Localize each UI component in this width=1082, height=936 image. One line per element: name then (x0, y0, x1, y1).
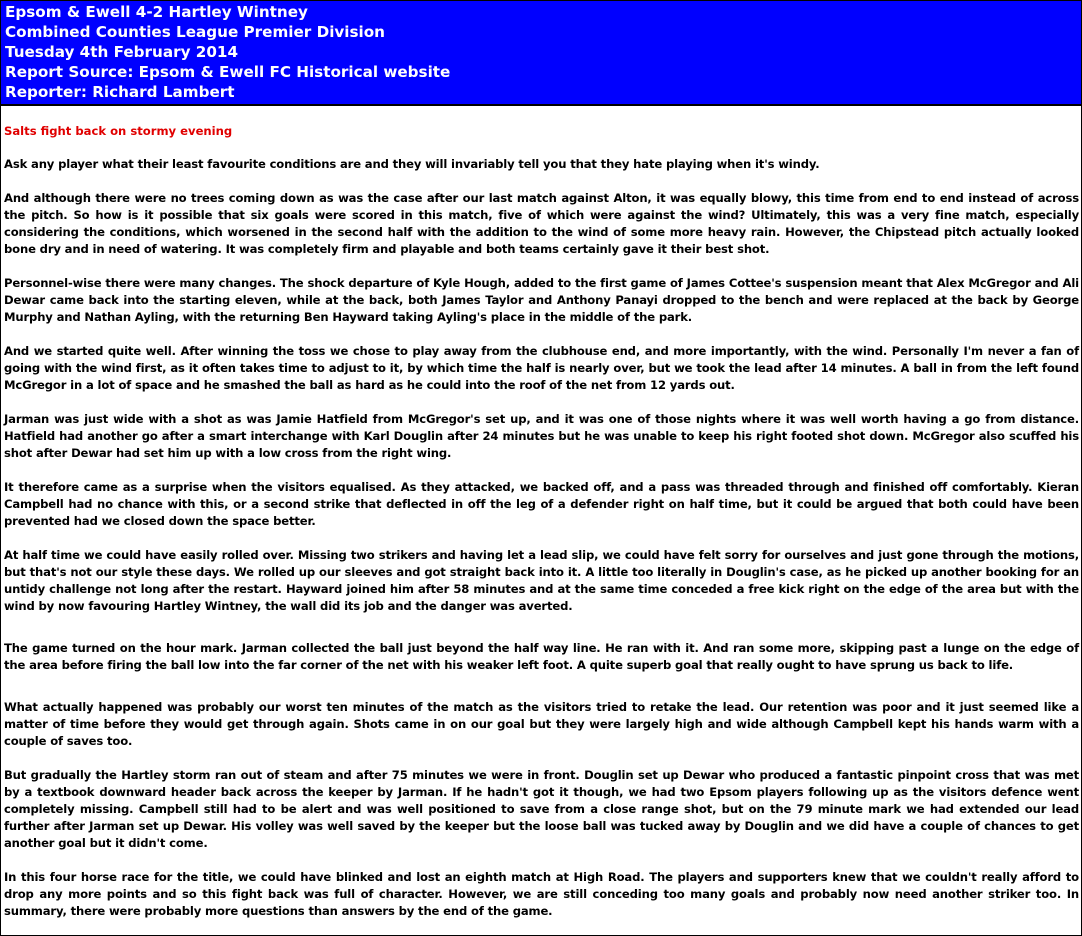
report-source: Report Source: Epsom & Ewell FC Historical website (5, 63, 451, 81)
report-paragraph: What actually happened was probably our worst ten minutes of the match as the visitors tried to retake the lead. Our retention was poor and it just seemed like a matter of time before they would get through again. Shots came in on our goal but they were largely high and wide although Campbell kept his hands warm with a couple of saves too. (4, 700, 1079, 748)
report-paragraph: But gradually the Hartley storm ran out of steam and after 75 minutes we were in front. Douglin set up Dewar who produced a fantastic pinpoint cross that was met by a textbook downward header back across the keeper by Jarman. If he hadn't got it though, we had two Epsom players following up as the visitors defence went completely missing. Campbell still had to be alert and was well positioned to save from a close range shot, but on the 79 minute mark we had extended our lead further after Jarman set up Dewar. His volley was well saved by the keeper but the loose ball was tucked away by Douglin and we did have a couple of chances to get another goal but it didn't come. (4, 768, 1079, 850)
report-headline: Salts fight back on stormy evening (4, 124, 233, 138)
report-body (1, 123, 1081, 920)
report-paragraph: Personnel-wise there were many changes. The shock departure of Kyle Hough, added to the first game of James Cottee's suspension meant that Alex McGregor and Ali Dewar came back into the starting eleven, while at the back, both James Taylor and Anthony Panayi dropped to the bench and were replaced at the back by George Murphy and Nathan Ayling, with the returning Ben Hayward taking Ayling's place in the middle of the park. (4, 276, 1079, 324)
competition: Combined Counties League Premier Division (5, 23, 385, 41)
report-paragraph: It therefore came as a surprise when the visitors equalised. As they attacked, we backed off, and a pass was threaded through and finished off comfortably. Kieran Campbell had no chance with this, or a second strike that deflected in off the leg of a defender right on half time, but it could be argued that both could have been prevented had we closed down the space better. (4, 480, 1079, 528)
match-title: Epsom & Ewell 4-2 Hartley Wintney (5, 3, 308, 21)
report-paragraph: The game turned on the hour mark. Jarman collected the ball just beyond the half way line. He ran with it. And ran some more, skipping past a lunge on the edge of the area before firing the ball low into the far corner of the net with his weaker left foot. A quite superb goal that really ought to have sprung us back to life. (4, 641, 1079, 672)
match-header (1, 1, 1081, 106)
reporter: Reporter: Richard Lambert (5, 83, 235, 101)
report-paragraph: In this four horse race for the title, we could have blinked and lost an eighth match at High Road. The players and supporters knew that we couldn't really afford to drop any more points and so this fight back was full of character. However, we are still conceding too many goals and probably now need another striker too. In summary, there were probably more questions than answers by the end of the game. (4, 870, 1079, 918)
report-paragraph: Jarman was just wide with a shot as was Jamie Hatfield from McGregor's set up, and it was one of those nights where it was well worth having a go from distance. Hatfield had another go after a smart interchange with Karl Douglin after 24 minutes but he was unable to keep his right footed shot down. McGregor also scuffed his shot after Dewar had set him up with a low cross from the right wing. (4, 412, 1079, 460)
report-paragraph: Ask any player what their least favourite conditions are and they will invariably tell you that they hate playing when it's windy. (4, 157, 820, 171)
report-paragraph: And although there were no trees coming down as was the case after our last match against Alton, it was equally blowy, this time from end to end instead of across the pitch. So how is it possible that six goals were scored in this match, five of which were against the wind? Ultimately, this was a very fine match, especially considering the conditions, which worsened in the second half with the addition to the wind of some more heavy rain. However, the Chipstead pitch actually looked bone dry and in need of watering. It was completely firm and playable and both teams certainly gave it their best shot. (4, 191, 1079, 256)
match-date: Tuesday 4th February 2014 (5, 43, 239, 61)
report-paragraph: And we started quite well. After winning the toss we chose to play away from the clubhouse end, and more importantly, with the wind. Personally I'm never a fan of going with the wind first, as it often takes time to adjust to it, by which time the half is nearly over, but we took the lead after 14 minutes. A ball in from the left found McGregor in a lot of space and he smashed the ball as hard as he could into the roof of the net from 12 yards out. (4, 344, 1079, 392)
report-paragraph: At half time we could have easily rolled over. Missing two strikers and having let a lead slip, we could have felt sorry for ourselves and just gone through the motions, but that's not our style these days. We rolled up our sleeves and got straight back into it. A little too literally in Douglin's case, as he picked up another booking for an untidy challenge not long after the restart. Hayward joined him after 58 minutes and at the same time conceded a free kick right on the edge of the area but with the wind by now favouring Hartley Wintney, the wall did its job and the danger was averted. (4, 548, 1079, 613)
